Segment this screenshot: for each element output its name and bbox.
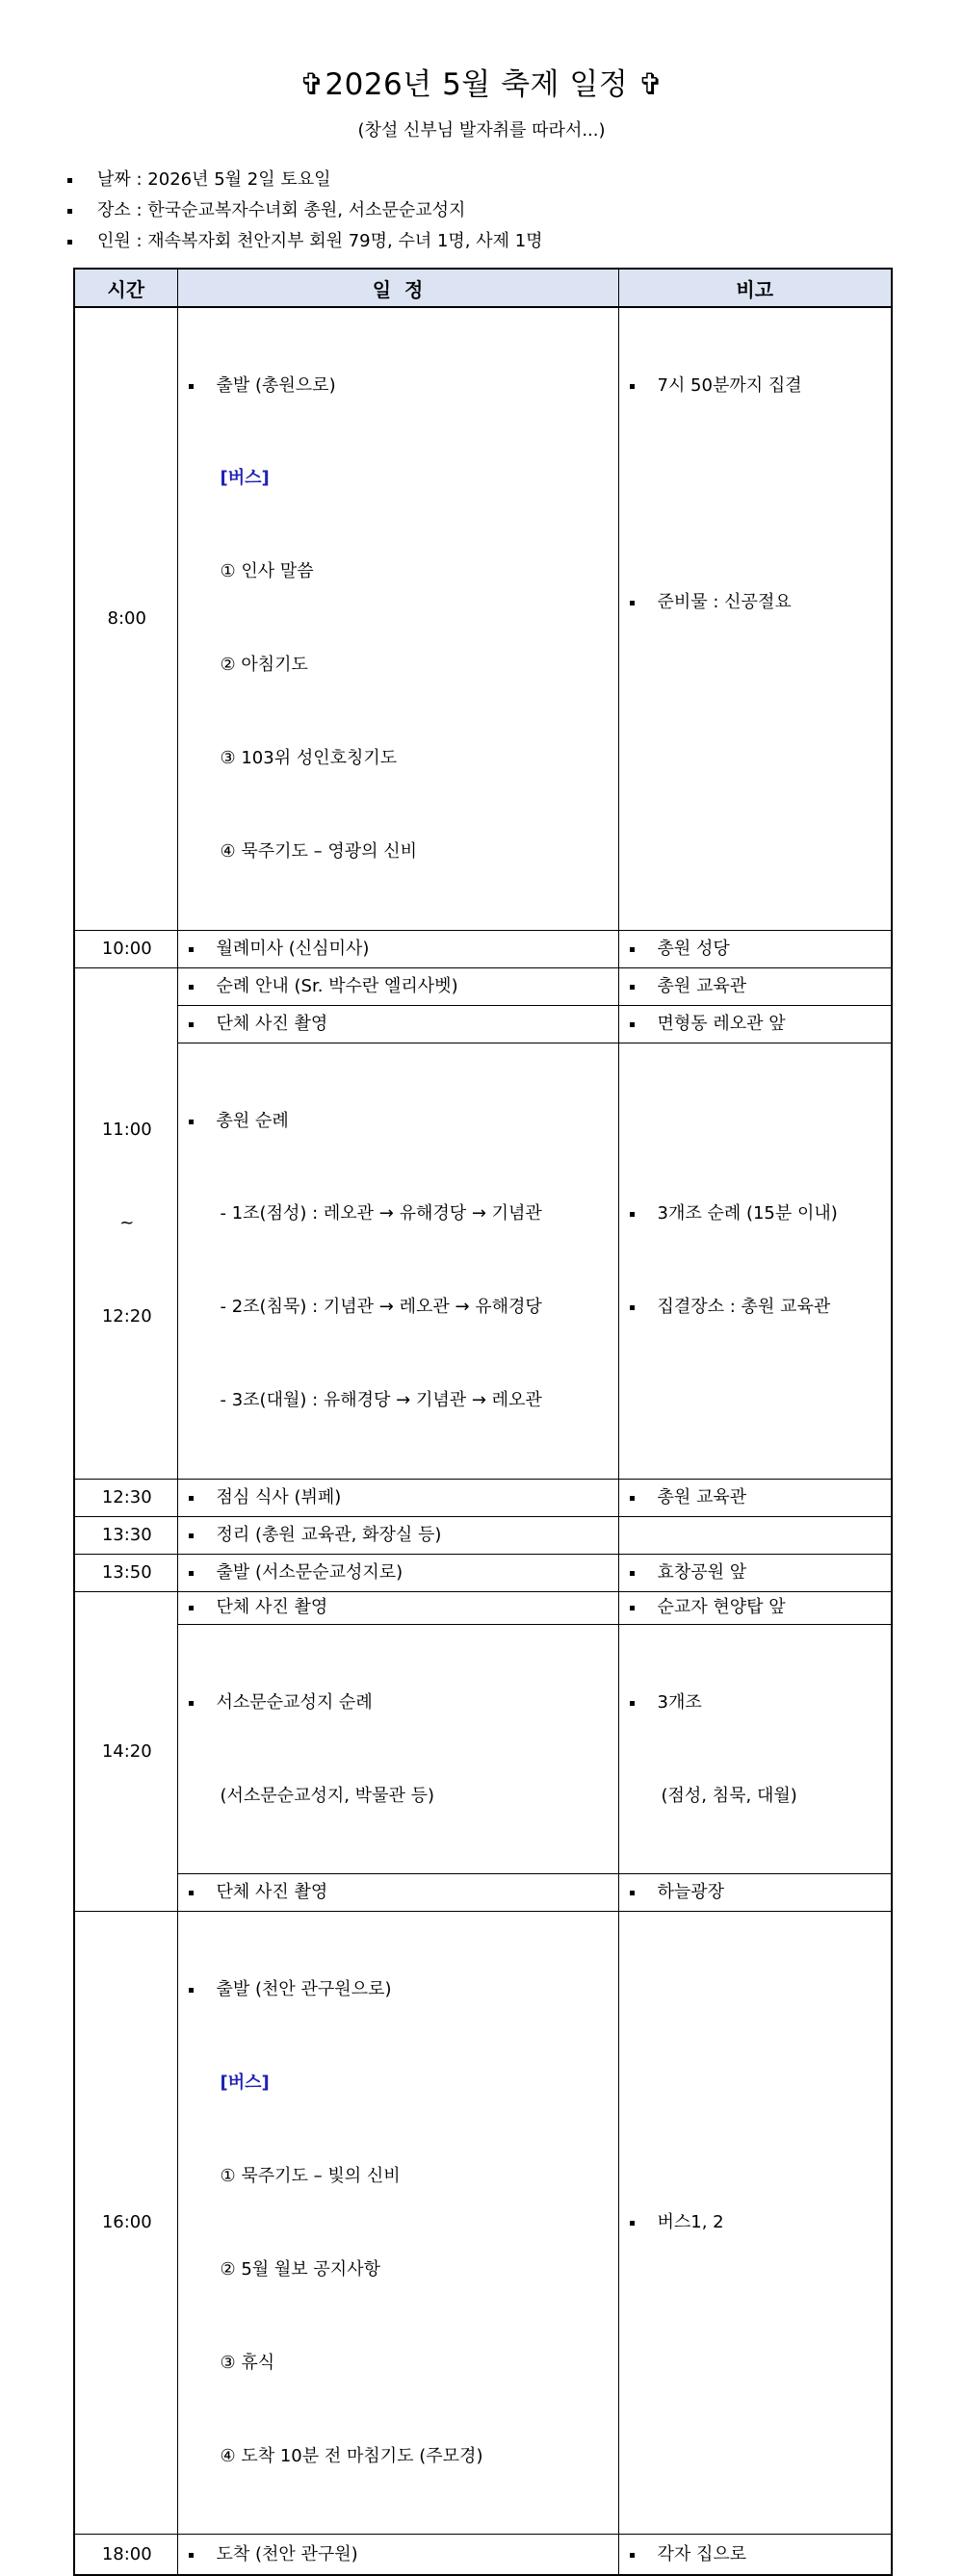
time-end: 12:20 <box>101 1305 152 1327</box>
bullet-icon <box>630 1022 635 1027</box>
step-item: ③ 휴식 <box>220 2352 275 2373</box>
item-text: 서소문순교성지 순례 <box>216 1691 373 1713</box>
step-item: ① 인사 말씀 <box>220 561 314 582</box>
time-start: 11:00 <box>101 1119 152 1140</box>
table-row <box>74 1005 892 1043</box>
table-row <box>74 1912 892 2535</box>
step-item: ② 아침기도 <box>220 655 308 676</box>
note-text: 버스1, 2 <box>657 2212 724 2233</box>
table-row <box>74 1480 892 1517</box>
item-text: 출발 (천안 관구원으로) <box>216 1979 392 2000</box>
schedule-cell <box>177 1043 618 1479</box>
note-cell <box>618 1005 892 1043</box>
page-subtitle: (창설 신부님 발자취를 따라서...) <box>357 120 606 141</box>
list-item <box>186 371 612 401</box>
item-text: 정리 (총원 교육관, 화장실 등) <box>216 1524 442 1545</box>
table-row <box>74 307 892 930</box>
schedule-cell <box>177 1555 618 1592</box>
step-item: ③ 103위 성인호칭기도 <box>220 748 398 769</box>
bullet-icon <box>189 384 194 389</box>
info-people <box>67 227 543 258</box>
info-date-text: 날짜 : 2026년 5월 2일 토요일 <box>97 169 331 190</box>
schedule-cell <box>177 1625 618 1874</box>
note-cell <box>618 2535 892 2575</box>
bullet-icon <box>189 985 194 990</box>
note-cell <box>618 1625 892 1874</box>
bullet-icon <box>67 209 72 214</box>
table-row <box>74 930 892 967</box>
bullet-icon <box>189 1533 194 1538</box>
bullet-icon <box>189 1988 194 1993</box>
note-text: 총원 교육관 <box>657 975 747 996</box>
time-sep: ~ <box>119 1212 135 1233</box>
info-place-text: 장소 : 한국순교복자수녀회 총원, 서소문순교성지 <box>97 200 466 220</box>
item-text: 단체 사진 촬영 <box>216 1882 328 1903</box>
schedule-cell <box>177 967 618 1005</box>
note-text: 3개조 <box>657 1691 702 1713</box>
schedule-cell <box>177 1480 618 1517</box>
bullet-icon <box>189 1022 194 1027</box>
time-cell: 13:50 <box>74 1555 177 1592</box>
note-cell <box>618 1874 892 1912</box>
schedule-cell <box>177 1912 618 2535</box>
bullet-icon <box>630 1305 635 1310</box>
time-cell: 12:30 <box>74 1480 177 1517</box>
schedule-cell <box>177 307 618 930</box>
note-cell <box>618 1480 892 1517</box>
note-cell <box>618 967 892 1005</box>
bullet-icon <box>189 947 194 952</box>
table-row <box>74 1592 892 1625</box>
step-item: ② 5월 월보 공지사항 <box>220 2258 380 2280</box>
bullet-icon <box>630 1891 635 1895</box>
note-subtext: (점성, 침묵, 대월) <box>661 1785 797 1806</box>
time-cell: 18:00 <box>74 2535 177 2575</box>
note-cell <box>618 1555 892 1592</box>
note-text: 총원 성당 <box>657 938 730 959</box>
step-item: ④ 묵주기도 – 영광의 신비 <box>220 841 418 863</box>
item-text: 단체 사진 촬영 <box>216 1013 328 1034</box>
note-text: 7시 50분까지 집결 <box>657 374 802 396</box>
bullet-icon <box>189 1120 194 1124</box>
bullet-icon <box>67 240 72 245</box>
note-cell <box>618 1043 892 1479</box>
table-row <box>74 1043 892 1479</box>
item-text: 순례 안내 (Sr. 박수란 엘리사벳) <box>216 975 458 996</box>
bullet-icon <box>189 1571 194 1576</box>
bullet-icon <box>630 1212 635 1217</box>
note-cell <box>618 1912 892 2535</box>
schedule-cell <box>177 1005 618 1043</box>
item-text: 월례미사 (신심미사) <box>216 938 370 959</box>
bullet-icon <box>630 384 635 389</box>
item-text: 총원 순례 <box>216 1110 289 1131</box>
bullet-icon <box>630 1571 635 1576</box>
time-cell <box>74 967 177 1479</box>
header-schedule: 일 정 <box>177 269 618 307</box>
note-text: 집결장소 : 총원 교육관 <box>657 1297 831 1318</box>
event-info-list <box>67 166 543 258</box>
item-text: 단체 사진 촬영 <box>216 1597 328 1618</box>
time-cell: 10:00 <box>74 930 177 967</box>
bullet-icon <box>189 1701 194 1706</box>
group-route: - 1조(점성) : 레오관 → 유해경당 → 기념관 <box>220 1203 542 1224</box>
bullet-icon <box>189 1606 194 1610</box>
info-people-text: 인원 : 재속복자회 천안지부 회원 79명, 수녀 1명, 사제 1명 <box>97 231 543 251</box>
bullet-icon <box>630 601 635 605</box>
note-text: 준비물 : 신공절요 <box>657 592 792 613</box>
info-place <box>67 196 543 227</box>
time-cell: 8:00 <box>74 307 177 930</box>
bullet-icon <box>189 1891 194 1895</box>
step-item: ④ 도착 10분 전 마침기도 (주모경) <box>220 2445 483 2466</box>
note-text: 하늘광장 <box>657 1882 725 1903</box>
item-subtext: (서소문순교성지, 박물관 등) <box>220 1785 434 1806</box>
bullet-icon <box>630 1606 635 1610</box>
bullet-icon <box>67 178 72 183</box>
bullet-icon <box>630 2553 635 2558</box>
note-text: 각자 집으로 <box>657 2543 747 2564</box>
step-item: ① 묵주기도 – 빛의 신비 <box>220 2165 401 2186</box>
info-date <box>67 166 543 196</box>
bullet-icon <box>630 1496 635 1501</box>
item-text: 점심 식사 (뷔페) <box>216 1486 342 1507</box>
group-route: - 2조(침묵) : 기념관 → 레오관 → 유해경당 <box>220 1297 542 1318</box>
table-row <box>74 1517 892 1555</box>
bullet-icon <box>630 1701 635 1706</box>
bus-label: [버스] <box>220 2072 270 2093</box>
table-row <box>74 1874 892 1912</box>
bullet-icon <box>189 1496 194 1501</box>
note-cell <box>618 1592 892 1625</box>
item-text: 출발 (총원으로) <box>216 374 336 396</box>
bullet-icon <box>630 947 635 952</box>
list-item <box>627 587 886 618</box>
bullet-icon <box>630 985 635 990</box>
item-text: 출발 (서소문순교성지로) <box>216 1561 403 1583</box>
note-text: 총원 교육관 <box>657 1486 747 1507</box>
note-text: 면형동 레오관 앞 <box>657 1013 786 1034</box>
table-header-row <box>74 269 892 307</box>
bus-label: [버스] <box>220 468 270 489</box>
table-row <box>74 1555 892 1592</box>
schedule-cell <box>177 1874 618 1912</box>
note-text: 효창공원 앞 <box>657 1561 747 1583</box>
schedule-cell <box>177 1592 618 1625</box>
note-text: 순교자 현양탑 앞 <box>657 1597 786 1618</box>
bullet-icon <box>189 2553 194 2558</box>
page-title: ✞2026년 5월 축제 일정 ✞ <box>299 67 664 102</box>
bullet-icon <box>630 2221 635 2226</box>
item-text: 도착 (천안 관구원) <box>216 2543 358 2564</box>
header-time: 시간 <box>74 269 177 307</box>
note-cell <box>618 930 892 967</box>
table-row <box>74 967 892 1005</box>
header-note: 비고 <box>618 269 892 307</box>
time-cell: 13:30 <box>74 1517 177 1555</box>
list-item <box>627 371 886 401</box>
note-cell <box>618 1517 892 1555</box>
table-row <box>74 1625 892 1874</box>
note-text: 3개조 순례 (15분 이내) <box>657 1203 838 1224</box>
table-row <box>74 2535 892 2575</box>
group-route: - 3조(대월) : 유해경당 → 기념관 → 레오관 <box>220 1390 542 1411</box>
time-cell: 14:20 <box>74 1592 177 1912</box>
note-cell <box>618 307 892 930</box>
schedule-table <box>73 268 893 2576</box>
schedule-cell <box>177 1517 618 1555</box>
schedule-cell <box>177 2535 618 2575</box>
time-cell: 16:00 <box>74 1912 177 2535</box>
schedule-cell <box>177 930 618 967</box>
